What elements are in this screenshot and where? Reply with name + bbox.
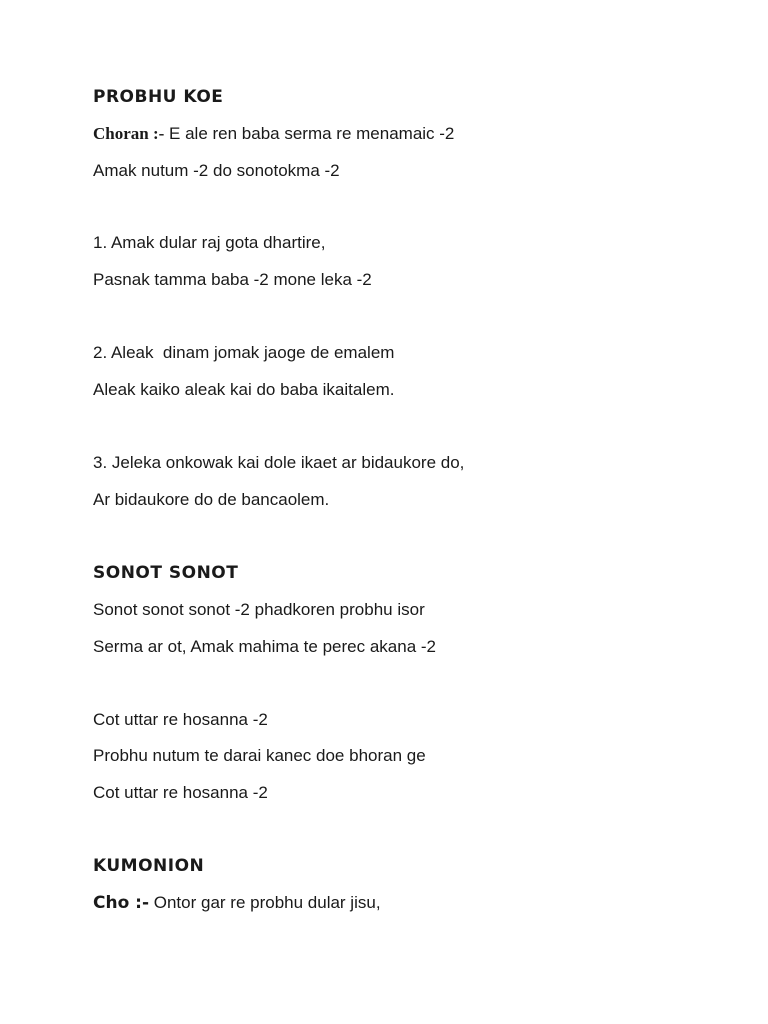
song-line: Serma ar ot, Amak mahima te perec akana -2 xyxy=(93,637,436,656)
chorus-label: Choran :- xyxy=(93,124,165,143)
chorus-text: E ale ren baba serma re menamaic -2 xyxy=(164,124,455,143)
song-line: Sonot sonot sonot -2 phadkoren probhu isor xyxy=(93,600,425,619)
verse-line: 3. Jeleka onkowak kai dole ikaet ar bidaukore do, xyxy=(93,453,465,472)
verse-line: 2. Aleak dinam jomak jaoge de emalem xyxy=(93,343,395,362)
verse-line: Ar bidaukore do de bancaolem. xyxy=(93,490,330,509)
refrain-line: Probhu nutum te darai kanec doe bhoran ge xyxy=(93,746,426,765)
song-title: PROBHU KOE xyxy=(93,87,224,107)
chorus-line-2: Amak nutum -2 do sonotokma -2 xyxy=(93,161,340,180)
song-title: SONOT SONOT xyxy=(93,563,239,583)
verse-line: Aleak kaiko aleak kai do baba ikaitalem. xyxy=(93,380,395,399)
chorus-line xyxy=(93,893,381,913)
verse-line: Pasnak tamma baba -2 mone leka -2 xyxy=(93,270,372,289)
refrain-line: Cot uttar re hosanna -2 xyxy=(93,710,268,729)
song-title: KUMONION xyxy=(93,856,205,876)
chorus-line xyxy=(93,124,454,144)
chorus-text: Ontor gar re probhu dular jisu, xyxy=(149,893,381,912)
chorus-label: Cho :- xyxy=(93,893,150,913)
verse-line: 1. Amak dular raj gota dhartire, xyxy=(93,233,326,252)
refrain-line: Cot uttar re hosanna -2 xyxy=(93,783,268,802)
